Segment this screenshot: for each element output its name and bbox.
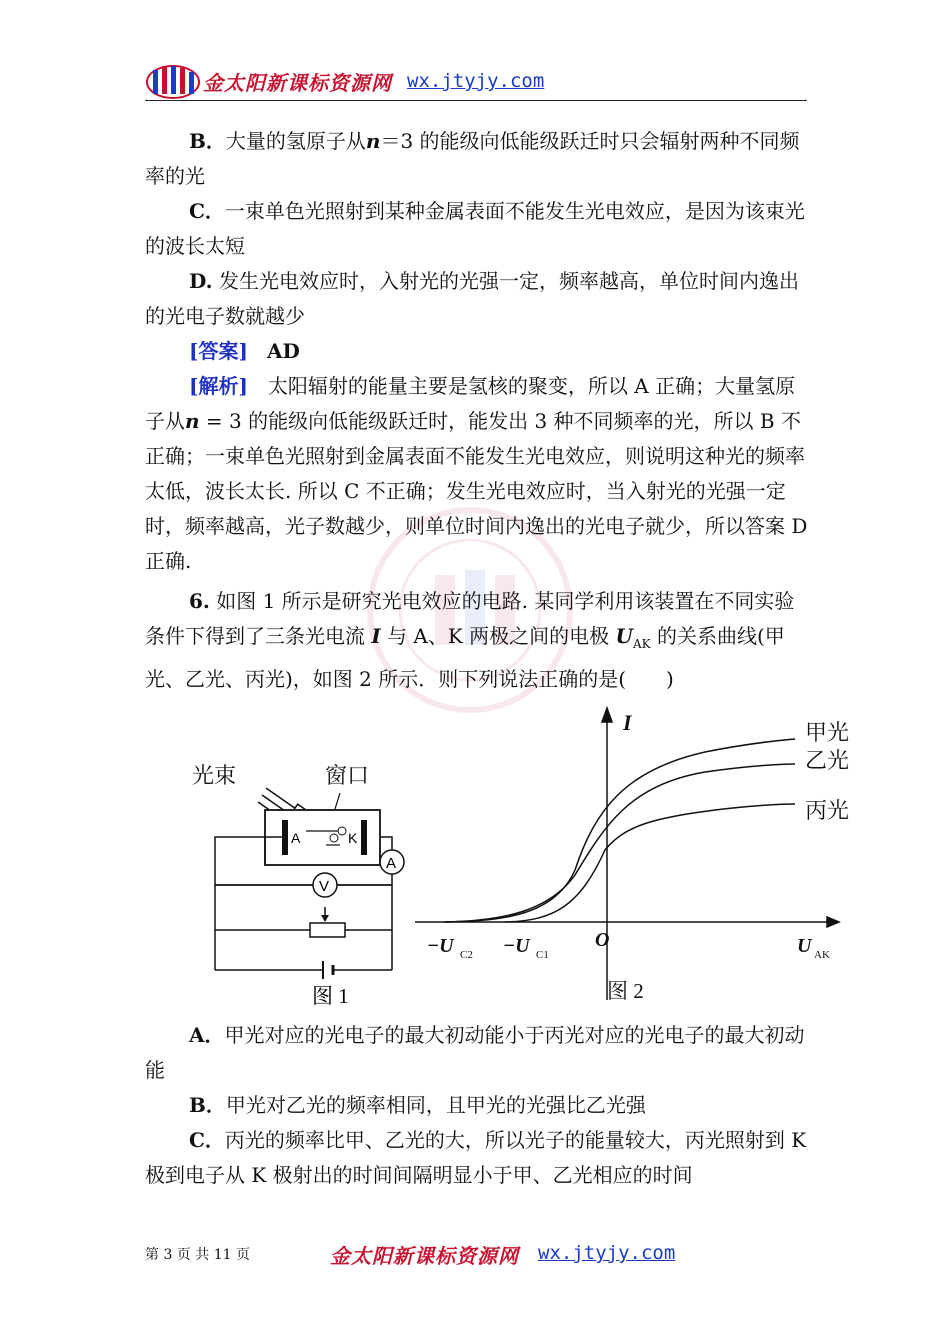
uc2-label: −U	[427, 935, 454, 957]
curve-bing	[505, 804, 795, 922]
electron-dot	[330, 834, 338, 842]
question-text-2: 与 A、K 两极之间的电极	[380, 624, 616, 648]
figure-1-circuit	[180, 745, 425, 1015]
option-text: 发生光电效应时，入射光的光强一定，频率越高，单位时间内逸出的光电子数就越少	[145, 269, 799, 328]
label-window: 窗口	[325, 763, 370, 788]
electrode-a	[282, 820, 288, 855]
curve-label-bing: 丙光	[805, 798, 850, 823]
question-number: 6.	[189, 589, 210, 613]
electrode-k	[361, 820, 367, 855]
label-a: A	[291, 830, 301, 846]
option-letter: A．	[189, 1023, 225, 1047]
x-axis-subscript: AK	[814, 949, 830, 961]
x-axis-arrow	[827, 917, 839, 927]
var-U: U	[615, 624, 633, 648]
label-k: K	[348, 830, 358, 846]
ammeter-label: A	[386, 855, 397, 872]
origin-label: O	[595, 929, 610, 951]
uc2-subscript: C2	[460, 949, 473, 961]
option-d-top	[145, 264, 810, 334]
option-letter: B．	[189, 129, 226, 153]
label-beam: 光束	[192, 763, 237, 788]
var-U-subscript: AK	[633, 637, 651, 651]
analysis-text-2: = 3 的能级向低能级跃迁时，能发出 3 种不同频率的光，所以 B 不正确；一束单色光照射到金属表面不能发生光电效应，则说明这种光的频率太低，波长太长. 所以 C 不正确；发生光电效应时，当入射光的光强一定时，频率越高，光子数越少，则单位时间内逸出的光电子就少，所以答案 D 正确.	[145, 409, 808, 573]
option-c-bottom	[145, 1123, 810, 1193]
question-text-1: 如图 1 所示是研究光电效应的电路. 某同学利用该装置在不同实验条件下得到了三条光电流	[145, 589, 795, 648]
figure-2-caption: 图 2	[607, 979, 644, 1003]
curve-label-jia: 甲光	[805, 720, 850, 745]
page-number: 第 3 页 共 11 页	[145, 1247, 250, 1263]
rheostat-icon	[310, 923, 345, 937]
uc1-subscript: C1	[536, 949, 549, 961]
option-letter: D.	[189, 269, 213, 293]
analysis-text-1: 太阳辐射的能量主要是氢核的聚变，所以 A 正确；大量氢原子从	[145, 374, 796, 433]
question-text-3: 的关系曲线(甲光、乙光、丙光)，如图 2 所示．则下列说法正确的是( )	[145, 624, 785, 691]
page-footer	[145, 1238, 810, 1268]
option-letter: C．	[189, 1128, 225, 1152]
rheostat-arrow	[321, 915, 329, 922]
answer-line	[145, 334, 810, 369]
option-b-bottom	[145, 1088, 810, 1123]
figure-1-caption: 图 1	[312, 984, 349, 1008]
option-text: 甲光对应的光电子的最大初动能小于丙光对应的光电子的最大初动能	[145, 1023, 805, 1082]
voltmeter-label: V	[319, 878, 330, 895]
footer-site-link[interactable]: wx.jtyjy.com	[538, 1242, 676, 1264]
var-n: n	[365, 129, 381, 153]
answer-label: [答案]	[189, 339, 248, 363]
x-axis-label: U	[797, 935, 812, 957]
site-link[interactable]: wx.jtyjy.com	[407, 70, 545, 92]
page-header	[145, 60, 807, 101]
option-text: 大量的氢原子从	[225, 129, 366, 153]
option-c-top	[145, 194, 810, 264]
electron-dot	[338, 827, 346, 835]
option-text: 一束单色光照射到某种金属表面不能发生光电效应，是因为该束光的波长太短	[145, 199, 805, 258]
curve-jia	[445, 739, 795, 922]
option-a-bottom	[145, 1018, 810, 1088]
brand-name: 金太阳新课标资源网	[203, 71, 392, 95]
footer-brand: 金太阳新课标资源网	[330, 1244, 519, 1268]
var-I: I	[371, 624, 381, 648]
figure-2-graph	[415, 700, 865, 1010]
option-text: 丙光的频率比甲、乙光的大，所以光子的能量较大，丙光照射到 K 极到电子从 K 极射出的时间间隔明显小于甲、乙光相应的时间	[145, 1128, 807, 1187]
var-n: n	[185, 409, 200, 433]
question-6	[145, 584, 810, 697]
y-axis-label: I	[623, 710, 632, 735]
option-b-top	[145, 124, 810, 194]
answer-value: AD	[267, 339, 300, 363]
option-letter: C．	[189, 199, 225, 223]
wire	[380, 837, 392, 850]
y-axis-arrow	[602, 708, 612, 722]
brand-logo-icon	[145, 60, 201, 100]
analysis-paragraph	[145, 369, 810, 579]
uc1-label: −U	[503, 935, 530, 957]
analysis-label: [解析]	[189, 374, 248, 398]
curve-label-yi: 乙光	[805, 748, 850, 773]
option-letter: B．	[189, 1093, 226, 1117]
option-text: 甲光对乙光的频率相同，且甲光的光强比乙光强	[225, 1093, 646, 1117]
option-text-rest: ＝3 的能级向低能级跃迁时只会辐射两种不同频率的光	[145, 129, 800, 188]
curve-yi	[445, 764, 795, 922]
